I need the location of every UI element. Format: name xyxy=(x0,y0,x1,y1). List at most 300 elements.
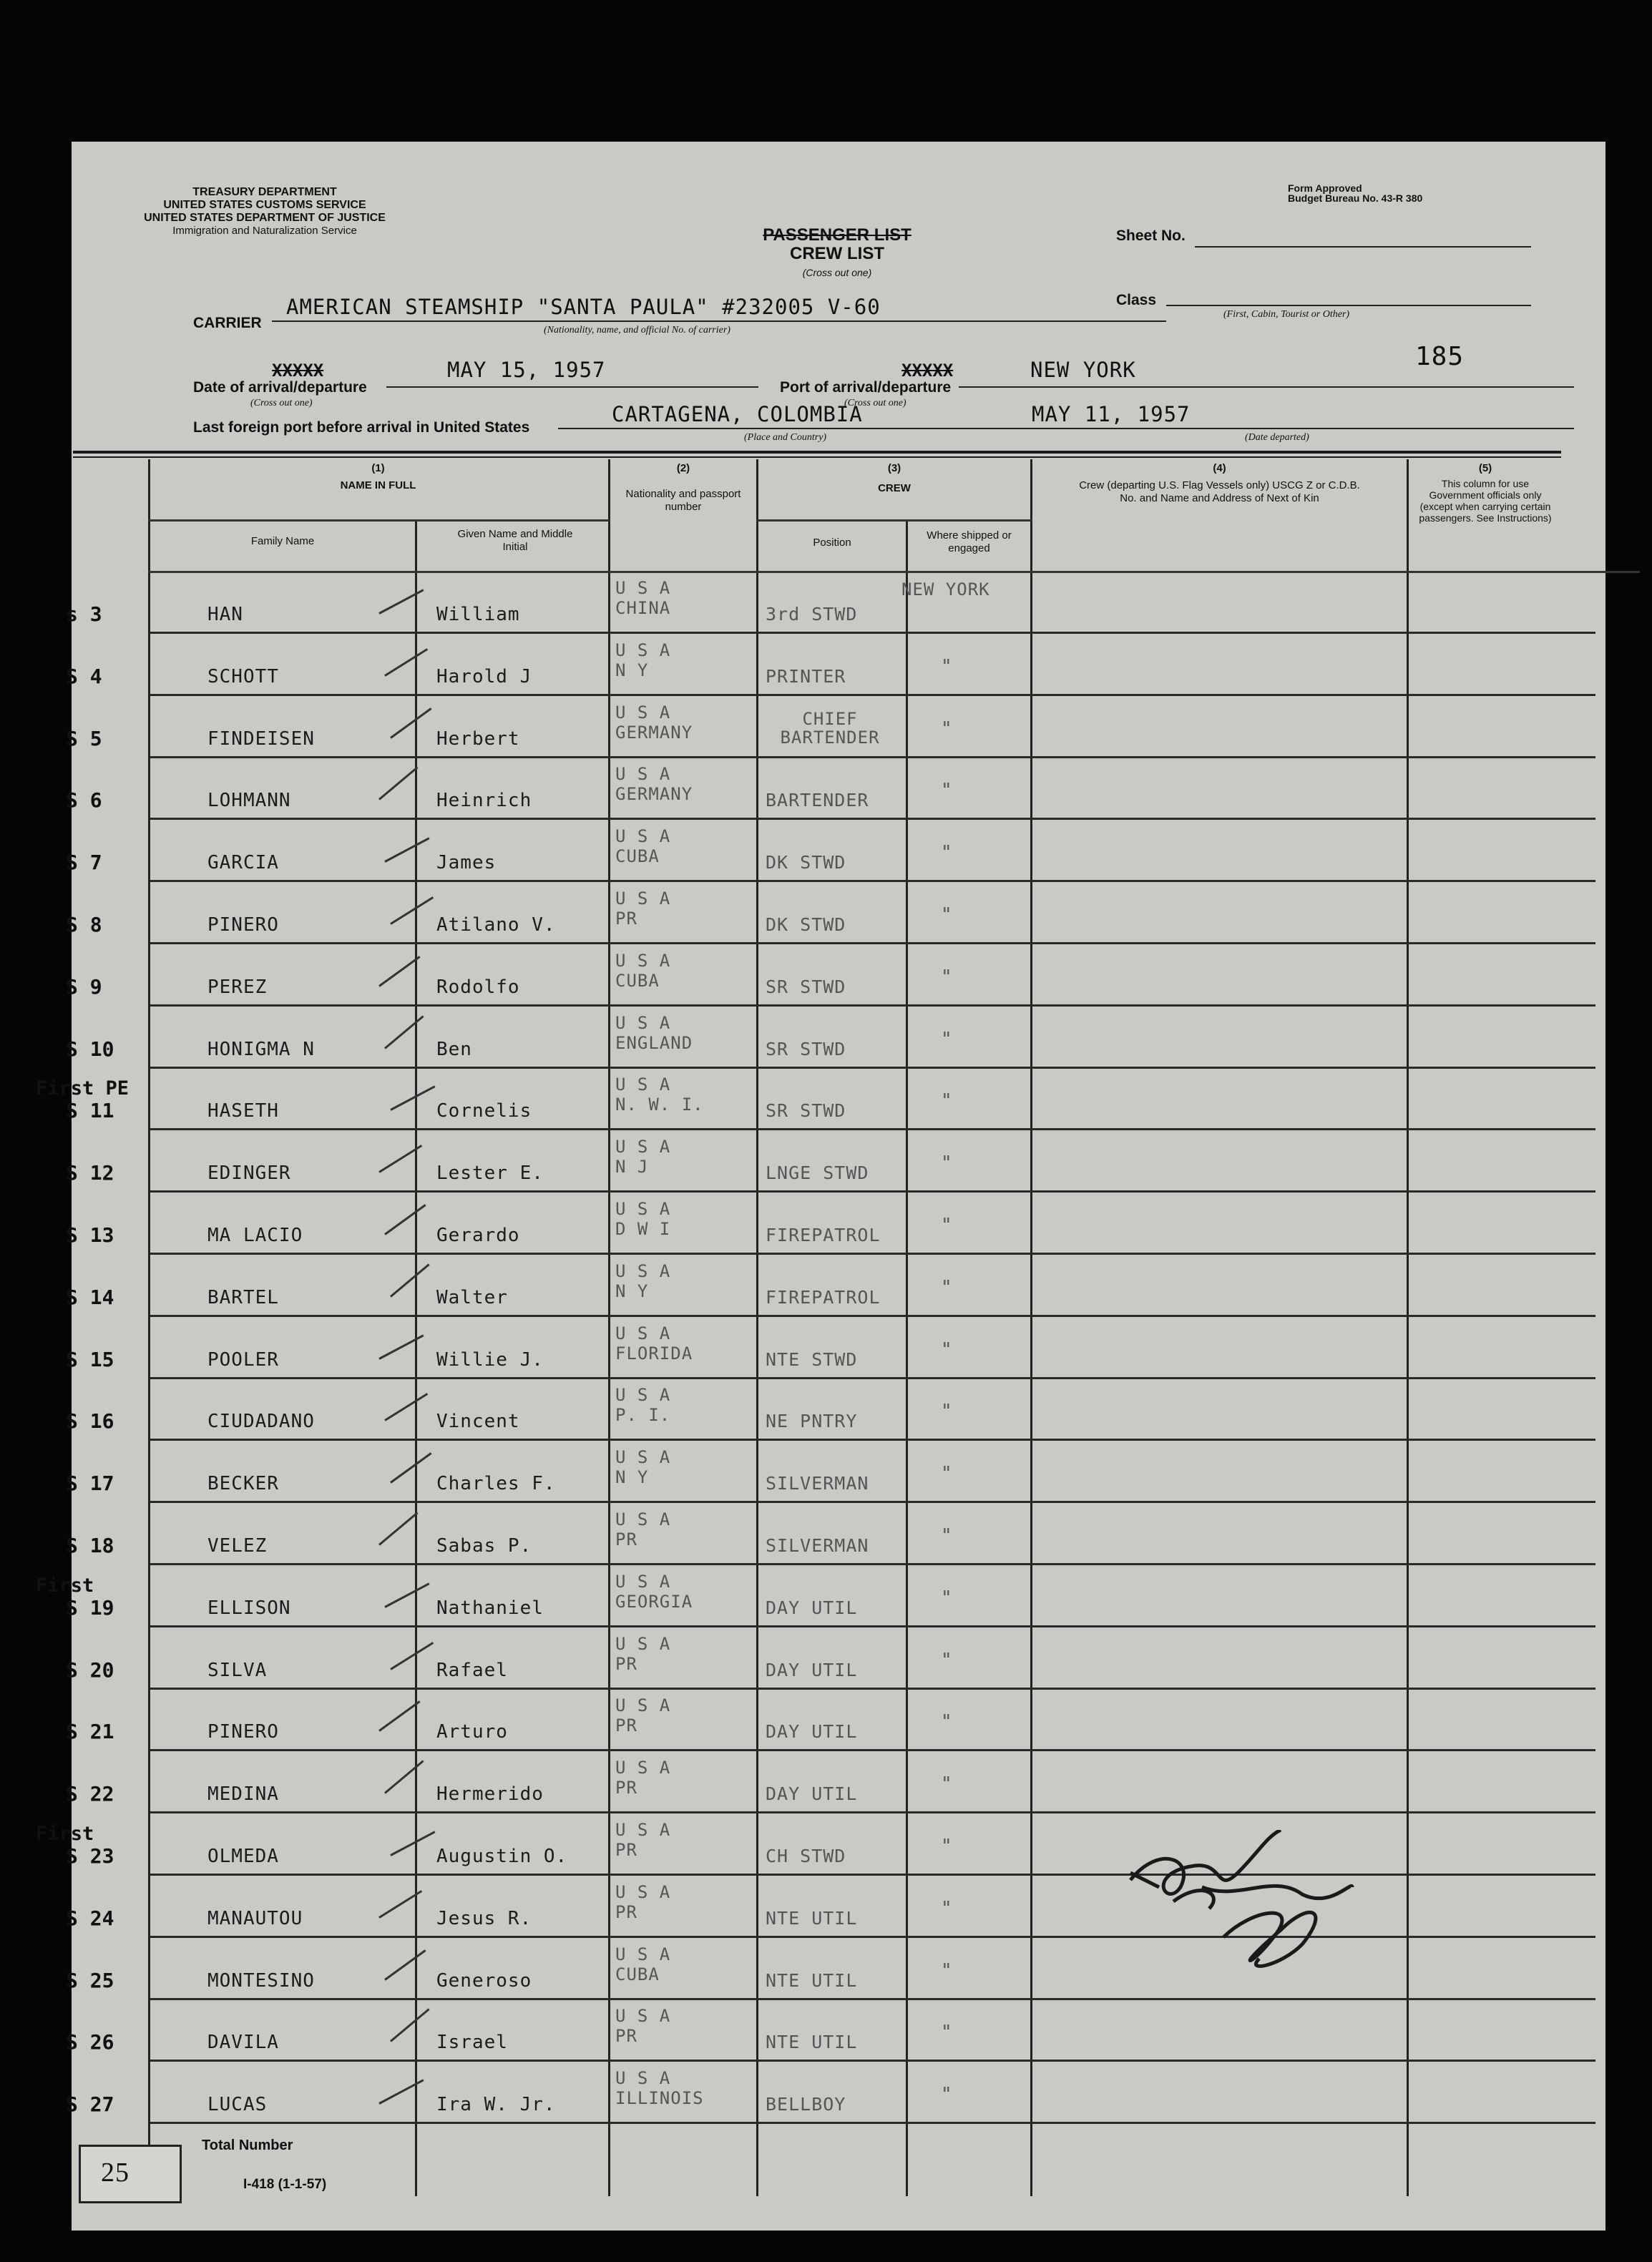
check-mark xyxy=(384,1394,428,1422)
given-name-cell: Harold J xyxy=(436,665,532,687)
col1-number: (1) xyxy=(371,462,385,474)
col2-number: (2) xyxy=(676,462,690,474)
class-hint: (First, Cabin, Tourist or Other) xyxy=(1223,309,1350,320)
crew-row xyxy=(66,1007,1605,1069)
nationality-line1: U S A xyxy=(615,2068,671,2089)
port-label: Port of arrival/departure xyxy=(780,379,952,396)
nationality-line2: PR xyxy=(615,1778,637,1798)
family-name-cell: EDINGER xyxy=(207,1162,291,1185)
nationality-line2: GERMANY xyxy=(615,784,693,805)
row-divider xyxy=(150,1749,1595,1751)
row-seq-number: S 19 xyxy=(66,1595,114,1620)
carrier-line xyxy=(272,320,1166,322)
row-divider xyxy=(150,1563,1595,1565)
family-name-cell: DAVILA xyxy=(207,2032,279,2054)
col5-title: This column for use Government officials only (except when carrying certain passengers. See Instructions) xyxy=(1419,478,1552,524)
row-divider xyxy=(150,1688,1595,1690)
nationality-line2: PR xyxy=(615,1901,637,1922)
position-cell: FIREPATROL xyxy=(766,1225,881,1245)
nationality-line1: U S A xyxy=(615,578,671,598)
col4-heading xyxy=(1032,462,1407,505)
check-mark xyxy=(390,1263,430,1297)
family-name-heading: Family Name xyxy=(250,535,315,547)
check-mark xyxy=(390,1831,435,1856)
nationality-line2: N. W. I. xyxy=(615,1095,704,1115)
check-mark xyxy=(378,2080,424,2105)
nationality-line1: U S A xyxy=(615,1944,671,1964)
row-divider xyxy=(150,1377,1595,1379)
position-cell: NTE UTIL xyxy=(766,2032,858,2053)
top-rule-thin xyxy=(73,456,1561,458)
given-name-cell: Charles F. xyxy=(436,1473,556,1495)
nationality-line2: ENGLAND xyxy=(615,1032,693,1053)
position-cell: DK STWD xyxy=(766,914,846,935)
where-shipped-cell: " xyxy=(941,1959,953,1982)
nationality-line1: U S A xyxy=(615,1695,671,1716)
row-seq-number: S 13 xyxy=(66,1223,114,1247)
family-name-cell: SILVA xyxy=(207,1659,268,1681)
check-mark xyxy=(384,1949,426,1981)
nationality-line1: U S A xyxy=(615,1881,671,1902)
given-name-cell: Rafael xyxy=(436,1659,508,1681)
nationality-line1: U S A xyxy=(615,950,671,971)
col2-title: Nationality and passport number xyxy=(625,488,741,513)
nationality-line2: N Y xyxy=(615,1281,649,1301)
nationality-line1: U S A xyxy=(615,640,671,660)
given-name-cell: Nathaniel xyxy=(436,1597,544,1619)
family-name-cell: OLMEDA xyxy=(207,1846,279,1867)
where-shipped-cell: " xyxy=(941,718,953,740)
family-name-cell: MEDINA xyxy=(207,1783,279,1806)
family-name-cell: MA LACIO xyxy=(207,1225,303,1246)
where-shipped-cell: " xyxy=(941,2084,953,2106)
nationality-line1: U S A xyxy=(615,1074,671,1095)
date-hint: (Cross out one) xyxy=(250,398,313,408)
where-shipped-cell: " xyxy=(941,1401,953,1423)
position-cell: DAY UTIL xyxy=(766,1597,858,1618)
family-name-cell: HONIGMA N xyxy=(207,1038,315,1060)
table-subhead-line xyxy=(756,519,1032,522)
nationality-line2: P. I. xyxy=(615,1405,671,1426)
row-seq-number: S 20 xyxy=(66,1658,114,1682)
where-shipped-cell: " xyxy=(941,1649,953,1671)
date-label: Date of arrival/departure xyxy=(193,379,367,396)
crew-row xyxy=(66,1752,1605,1813)
nationality-line2: N J xyxy=(615,1157,649,1177)
given-name-cell: Atilano V. xyxy=(436,914,556,936)
position-heading: Position xyxy=(813,537,851,549)
family-name-cell: PINERO xyxy=(207,1721,279,1743)
where-shipped-cell: " xyxy=(941,1587,953,1609)
given-name-cell: Lester E. xyxy=(436,1162,544,1185)
top-rule xyxy=(73,451,1561,454)
date-line xyxy=(386,386,758,388)
row-seq-number: S 16 xyxy=(66,1409,114,1434)
where-shipped-cell: " xyxy=(941,1338,953,1361)
given-name-cell: William xyxy=(436,604,520,625)
nationality-line1: U S A xyxy=(615,1012,671,1033)
row-divider xyxy=(150,1253,1595,1255)
col3-number: (3) xyxy=(887,462,901,474)
crew-row xyxy=(66,821,1605,882)
row-prefix-note: First xyxy=(36,1823,94,1845)
where-shipped-cell: " xyxy=(941,1525,953,1547)
row-divider xyxy=(150,1625,1595,1627)
crew-row xyxy=(66,1318,1605,1379)
nationality-line1: U S A xyxy=(615,1509,671,1529)
check-mark xyxy=(384,1761,424,1794)
given-name-cell: Arturo xyxy=(436,1721,508,1743)
position-cell: LNGE STWD xyxy=(766,1162,869,1184)
col3-title: CREW xyxy=(878,482,911,494)
where-shipped-cell: " xyxy=(941,780,953,802)
nationality-line1: U S A xyxy=(615,1571,671,1592)
crew-row xyxy=(66,635,1605,696)
cross-out-hint: (Cross out one) xyxy=(802,267,872,278)
col2-heading xyxy=(610,462,756,514)
crew-row xyxy=(66,697,1605,758)
position-cell: SR STWD xyxy=(766,976,846,997)
family-name-cell: PEREZ xyxy=(207,976,268,998)
port-hint: (Cross out one) xyxy=(844,398,906,408)
row-divider xyxy=(150,632,1595,634)
position-cell: PRINTER xyxy=(766,665,846,687)
col5-number: (5) xyxy=(1478,462,1492,474)
position-cell: NTE UTIL xyxy=(766,1907,858,1929)
row-prefix-note: First PE xyxy=(36,1077,129,1100)
given-name-cell: Israel xyxy=(436,2032,508,2054)
row-seq-number: S 9 xyxy=(66,974,102,999)
crew-row xyxy=(66,2062,1605,2124)
position-cell: BARTENDER xyxy=(766,790,869,811)
check-mark xyxy=(378,767,419,800)
family-name-cell: MONTESINO xyxy=(207,1969,315,1992)
class-line xyxy=(1166,305,1531,306)
form-number: I-418 (1-1-57) xyxy=(243,2177,327,2192)
signature-scribble xyxy=(1116,1830,1417,2002)
row-seq-number: S 5 xyxy=(66,726,102,750)
where-shipped-cell: " xyxy=(941,1090,953,1112)
nationality-line2: CUBA xyxy=(615,1964,660,1984)
row-seq-number: S 11 xyxy=(66,1099,114,1123)
row-seq-number: S 24 xyxy=(66,1906,114,1930)
place-hint: (Place and Country) xyxy=(744,432,827,443)
family-name-cell: BECKER xyxy=(207,1473,279,1495)
foreign-port-line xyxy=(558,428,1574,429)
where-shipped-cell: " xyxy=(941,1773,953,1796)
row-divider xyxy=(150,1501,1595,1503)
family-name-cell: CIUDADANO xyxy=(207,1411,315,1433)
class-label: Class xyxy=(1116,292,1157,308)
nationality-line2: GEORGIA xyxy=(615,1591,693,1612)
given-name-cell: Augustin O. xyxy=(436,1846,568,1867)
crew-row xyxy=(36,1566,1605,1627)
check-mark xyxy=(378,1701,420,1733)
nationality-line1: U S A xyxy=(615,1758,671,1778)
foreign-port-label: Last foreign port before arrival in United States xyxy=(193,419,530,436)
nationality-line1: U S A xyxy=(615,1323,671,1343)
given-name-cell: Walter xyxy=(436,1286,508,1308)
check-mark xyxy=(390,1642,434,1670)
where-shipped-cell: " xyxy=(941,842,953,864)
where-shipped-cell: " xyxy=(941,1215,953,1236)
position-cell: FIREPATROL xyxy=(766,1286,881,1308)
foreign-port-date: MAY 11, 1957 xyxy=(1032,402,1191,426)
crew-row xyxy=(66,572,1605,634)
row-divider xyxy=(150,2122,1595,2124)
where-shipped-cell: " xyxy=(941,1276,953,1298)
form-approved: Form Approved xyxy=(1288,182,1362,194)
row-seq-number: S 17 xyxy=(66,1472,114,1496)
check-mark xyxy=(384,1204,426,1235)
crew-row xyxy=(66,758,1605,820)
position-cell: CH STWD xyxy=(766,1846,846,1866)
nationality-line2: CUBA xyxy=(615,970,660,991)
page-number: 185 xyxy=(1415,342,1465,371)
given-name-cell: Sabas P. xyxy=(436,1535,532,1557)
check-mark xyxy=(384,1582,429,1608)
carrier-label: CARRIER xyxy=(193,315,262,331)
given-name-cell: Willie J. xyxy=(436,1348,544,1371)
row-seq-number: S 23 xyxy=(66,1844,114,1868)
check-mark xyxy=(390,1452,431,1484)
nationality-line1: U S A xyxy=(615,826,671,847)
nationality-line2: PR xyxy=(615,909,637,929)
agency-line: Immigration and Naturalization Service xyxy=(172,225,357,237)
nationality-line1: U S A xyxy=(615,888,671,909)
row-seq-number: S 8 xyxy=(66,913,102,936)
given-name-cell: James xyxy=(436,852,497,874)
nationality-line1: U S A xyxy=(615,2006,671,2027)
check-mark xyxy=(384,1015,424,1049)
position-cell: DAY UTIL xyxy=(766,1659,858,1680)
agency-line: UNITED STATES CUSTOMS SERVICE xyxy=(163,199,366,211)
row-divider xyxy=(150,1128,1595,1130)
position-cell: DK STWD xyxy=(766,852,846,873)
date-value: MAY 15, 1957 xyxy=(447,358,606,382)
port-struck-mark: XXXXX xyxy=(901,361,954,381)
check-mark xyxy=(390,708,431,739)
port-value: NEW YORK xyxy=(1030,358,1136,382)
position-cell: NE PNTRY xyxy=(766,1411,858,1432)
sheet-line xyxy=(1195,246,1531,248)
row-seq-number: S 27 xyxy=(66,2092,114,2117)
family-name-cell: POOLER xyxy=(207,1348,279,1371)
crew-list-title: CREW LIST xyxy=(790,244,884,263)
total-number-value: 25 xyxy=(101,2158,129,2188)
given-name-cell: Hermerido xyxy=(436,1783,544,1806)
foreign-port-place: CARTAGENA, COLOMBIA xyxy=(612,402,863,426)
nationality-line2: CHINA xyxy=(615,598,671,618)
crew-list-form xyxy=(36,142,1605,2231)
where-shipped-cell: " xyxy=(941,1152,953,1175)
row-divider xyxy=(150,1315,1595,1317)
where-shipped-cell: " xyxy=(941,2022,953,2044)
where-shipped-cell: " xyxy=(941,1463,953,1485)
row-seq-number: S 15 xyxy=(66,1347,114,1371)
crew-row xyxy=(66,883,1605,944)
given-name-cell: Jesus R. xyxy=(436,1907,532,1929)
crew-row xyxy=(66,1504,1605,1565)
nationality-line1: U S A xyxy=(615,1820,671,1840)
agency-line: TREASURY DEPARTMENT xyxy=(192,186,337,198)
where-shipped-cell: NEW YORK xyxy=(901,579,990,599)
row-seq-number: S 4 xyxy=(66,664,102,688)
where-shipped-heading: Where shipped or engaged xyxy=(927,529,1012,554)
crew-row xyxy=(66,1441,1605,1503)
row-seq-number: S 6 xyxy=(66,788,102,813)
row-seq-number: S 22 xyxy=(66,1782,114,1806)
given-name-cell: Vincent xyxy=(436,1411,520,1433)
nationality-line1: U S A xyxy=(615,1447,671,1468)
nationality-line2: PR xyxy=(615,1529,637,1549)
col5-heading xyxy=(1409,462,1562,524)
family-name-cell: MANAUTOU xyxy=(207,1907,303,1929)
row-divider xyxy=(150,818,1595,820)
nationality-line1: U S A xyxy=(615,1137,671,1157)
row-divider xyxy=(150,756,1595,758)
crew-row xyxy=(66,1193,1605,1255)
given-name-cell: Generoso xyxy=(436,1969,532,1992)
where-shipped-cell: " xyxy=(941,966,953,988)
nationality-line1: U S A xyxy=(615,1199,671,1219)
family-name-cell: HAN xyxy=(207,604,243,625)
check-mark xyxy=(378,1145,422,1173)
where-shipped-cell: " xyxy=(941,904,953,926)
given-name-cell: Heinrich xyxy=(436,790,532,812)
family-name-cell: LUCAS xyxy=(207,2094,268,2116)
col1-title: NAME IN FULL xyxy=(340,479,416,491)
nationality-line2: PR xyxy=(615,1653,637,1674)
row-divider xyxy=(150,2060,1595,2062)
row-divider xyxy=(150,1067,1595,1069)
position-cell: DAY UTIL xyxy=(766,1721,858,1743)
crew-row xyxy=(66,1628,1605,1690)
row-divider xyxy=(150,1004,1595,1007)
crew-row xyxy=(66,945,1605,1007)
crew-row xyxy=(66,1255,1605,1317)
crew-row xyxy=(66,1379,1605,1441)
position-cell: 3rd STWD xyxy=(766,604,858,625)
check-mark xyxy=(378,589,424,615)
family-name-cell: BARTEL xyxy=(207,1286,279,1308)
family-name-cell: SCHOTT xyxy=(207,665,279,687)
check-mark xyxy=(390,1086,435,1112)
given-name-cell: Cornelis xyxy=(436,1100,532,1122)
col3-heading xyxy=(758,462,1030,495)
agency-block xyxy=(100,186,429,238)
position-cell: SR STWD xyxy=(766,1038,846,1059)
given-name-cell: Ira W. Jr. xyxy=(436,2094,556,2116)
nationality-line2: PR xyxy=(615,1715,637,1736)
row-seq-number: S 25 xyxy=(66,1968,114,1992)
nationality-line2: N Y xyxy=(615,1467,649,1488)
sheet-label: Sheet No. xyxy=(1116,227,1186,244)
check-mark xyxy=(384,648,428,677)
where-shipped-cell: " xyxy=(941,1711,953,1733)
row-divider xyxy=(150,1190,1595,1193)
col4-title: Crew (departing U.S. Flag Vessels only) USCG Z or C.D.B. No. and Name and Address of Next of Kin xyxy=(1079,479,1360,504)
position-cell: NTE STWD xyxy=(766,1348,858,1370)
nationality-line2: GERMANY xyxy=(615,722,693,743)
date-struck-mark: XXXXX xyxy=(272,361,324,381)
row-prefix-note: First xyxy=(36,1574,94,1597)
crew-row xyxy=(36,1069,1605,1130)
col1-heading xyxy=(148,462,608,492)
nationality-line2: FLORIDA xyxy=(615,1343,693,1363)
given-name-cell: Rodolfo xyxy=(436,976,520,998)
where-shipped-cell: " xyxy=(941,655,953,677)
nationality-line2: CUBA xyxy=(615,846,660,867)
nationality-line1: U S A xyxy=(615,1385,671,1406)
given-name-heading: Given Name and Middle Initial xyxy=(457,528,573,553)
check-mark xyxy=(378,1512,419,1545)
position-cell: NTE UTIL xyxy=(766,1969,858,1991)
date-departed-hint: (Date departed) xyxy=(1245,432,1309,443)
check-mark xyxy=(384,838,429,863)
row-divider xyxy=(150,1811,1595,1813)
row-divider xyxy=(150,694,1595,696)
check-mark xyxy=(378,1890,422,1919)
check-mark xyxy=(378,956,420,987)
form-approved-block xyxy=(1288,183,1531,203)
family-name-cell: ELLISON xyxy=(207,1597,291,1619)
check-mark xyxy=(390,2009,430,2042)
family-name-cell: LOHMANN xyxy=(207,790,291,812)
position-cell: SILVERMAN xyxy=(766,1535,869,1556)
carrier-value: AMERICAN STEAMSHIP "SANTA PAULA" #232005 V-60 xyxy=(286,295,881,319)
family-name-cell: FINDEISEN xyxy=(207,728,315,750)
check-mark xyxy=(378,1334,424,1360)
family-name-cell: VELEZ xyxy=(207,1535,268,1557)
passenger-list-struck: PASSENGER LIST xyxy=(763,225,911,245)
carrier-hint: (Nationality, name, and official No. of carrier) xyxy=(544,325,730,336)
budget-bureau: Budget Bureau No. 43-R 380 xyxy=(1288,192,1423,204)
position-cell: BELLBOY xyxy=(766,2094,846,2115)
row-divider xyxy=(150,880,1595,882)
crew-row xyxy=(66,1131,1605,1193)
row-divider xyxy=(150,1439,1595,1441)
crew-row xyxy=(66,1690,1605,1751)
family-name-cell: GARCIA xyxy=(207,852,279,874)
row-seq-number: S 26 xyxy=(66,2030,114,2055)
nationality-line2: N Y xyxy=(615,660,649,680)
position-cell: DAY UTIL xyxy=(766,1783,858,1805)
list-title-block xyxy=(687,226,987,282)
row-seq-number: s 3 xyxy=(66,602,102,626)
row-seq-number: S 14 xyxy=(66,1285,114,1309)
crew-row xyxy=(66,2000,1605,2062)
nationality-line2: D W I xyxy=(615,1219,671,1239)
position-cell: SR STWD xyxy=(766,1100,846,1122)
row-seq-number: S 18 xyxy=(66,1534,114,1557)
where-shipped-cell: " xyxy=(941,1897,953,1919)
total-box xyxy=(79,2145,182,2203)
row-divider xyxy=(150,942,1595,944)
row-seq-number: S 10 xyxy=(66,1037,114,1061)
position-cell: CHIEF BARTENDER xyxy=(780,708,880,748)
given-name-cell: Ben xyxy=(436,1038,472,1060)
nationality-line1: U S A xyxy=(615,1633,671,1654)
nationality-line1: U S A xyxy=(615,1260,671,1281)
check-mark xyxy=(390,896,434,925)
where-shipped-cell: " xyxy=(941,1836,953,1857)
given-name-cell: Herbert xyxy=(436,728,520,750)
row-seq-number: S 7 xyxy=(66,851,102,875)
nationality-line1: U S A xyxy=(615,702,671,723)
table-subhead-line xyxy=(148,519,610,522)
row-seq-number: S 21 xyxy=(66,1720,114,1744)
